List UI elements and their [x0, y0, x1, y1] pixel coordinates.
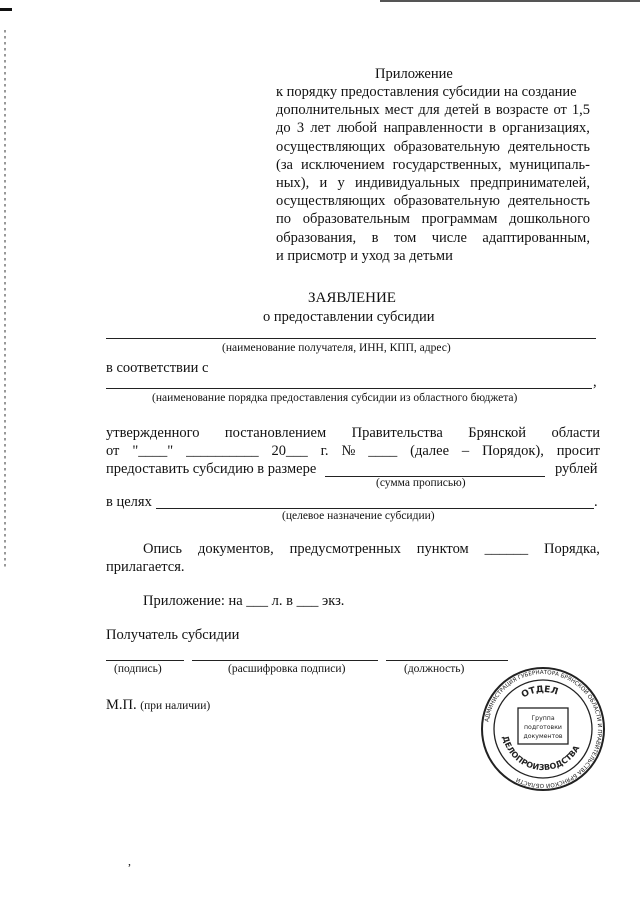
- appendix-title: Приложение: [375, 66, 453, 82]
- appendix-word: возрасте: [495, 102, 549, 119]
- appendix-word: в: [483, 102, 491, 119]
- date-number-word: 20___: [271, 443, 308, 459]
- order-line-comma: ,: [593, 374, 597, 390]
- appendix-line: [276, 139, 590, 156]
- decode-hint: (расшифровка подписи): [228, 663, 346, 675]
- date-number-word: №: [341, 443, 356, 459]
- attachment-line: Приложение: на ___ л. в ___ экз.: [143, 593, 345, 609]
- date-number-word: (далее: [410, 443, 450, 459]
- appendix-word: числе: [431, 229, 467, 246]
- appendix-word: адаптированным,: [482, 229, 590, 246]
- appendix-word: деятельность: [508, 138, 590, 155]
- appendix-line: [276, 157, 590, 174]
- appendix-line: [276, 230, 590, 247]
- appendix-line: и присмотр и уход за детьми: [276, 247, 453, 264]
- appendix-word: у: [337, 175, 345, 191]
- date-number-word: __________: [186, 443, 259, 459]
- appendix-word: образовательную: [393, 138, 500, 155]
- position-input-line[interactable]: [386, 660, 508, 661]
- recipient-hint: (наименование получателя, ИНН, КПП, адрес): [222, 342, 451, 354]
- inventory-word: ______: [484, 541, 529, 557]
- purpose-hint: (целевое назначение субсидии): [282, 510, 435, 522]
- svg-text:АДМИНИСТРАЦИЯ ГУБЕРНАТОРА БРЯН: АДМИНИСТРАЦИЯ ГУБЕРНАТОРА БРЯНСКОЙ ОБЛАСТИ И ПРАВИТЕЛЬСТВА БРЯНСКОЙ ОБЛАСТИ: [484, 669, 603, 789]
- appendix-word: лет: [310, 120, 331, 137]
- date-number-word: –: [461, 443, 470, 459]
- inventory-continuation: прилагается.: [106, 559, 185, 575]
- approved-word: Правительства: [351, 425, 443, 441]
- appendix-word: индивидуальных: [354, 175, 460, 191]
- appendix-line: [276, 120, 590, 137]
- date-number-word: просит: [556, 443, 600, 459]
- document-subtitle: о предоставлении субсидии: [263, 309, 435, 325]
- approved-word: постановлением: [224, 425, 327, 441]
- appendix-word: детей: [444, 102, 479, 119]
- appendix-word: мест: [384, 102, 414, 119]
- scan-line-top: [380, 0, 640, 2]
- scan-speck: ,: [128, 854, 131, 868]
- svg-text:ОТДЕЛ: ОТДЕЛ: [519, 684, 560, 701]
- appendix-word: и: [319, 175, 328, 191]
- inventory-word: Порядка,: [544, 541, 600, 557]
- scan-edge-dots: [4, 30, 6, 570]
- appendix-word: организациях,: [502, 120, 590, 137]
- appendix-line: [276, 175, 590, 192]
- appendix-word: от: [553, 102, 567, 119]
- inventory-word: предусмотренных: [289, 541, 401, 557]
- svg-text:Группаподготовкидокументов: Группа подготовки документов: [523, 715, 563, 740]
- according-label: в соответствии с: [106, 360, 209, 376]
- appendix-line: [276, 193, 590, 210]
- appendix-word: том: [393, 229, 417, 246]
- date-number-line: [106, 443, 600, 460]
- amount-currency: рублей: [555, 461, 598, 477]
- recipient-input-line[interactable]: [106, 338, 596, 339]
- date-number-word: от: [106, 443, 120, 459]
- signature-input-line[interactable]: [106, 660, 184, 661]
- seal-note: (при наличии): [140, 700, 211, 712]
- appendix-word: дошкольного: [509, 211, 590, 228]
- appendix-word: исключением: [300, 156, 385, 173]
- order-hint: (наименование порядка предоставления субсидии из областного бюджета): [152, 392, 518, 404]
- recipient-label: Получатель субсидии: [106, 627, 240, 643]
- appendix-line: к порядку предоставления субсидии на создание: [276, 84, 577, 100]
- document-title: ЗАЯВЛЕНИЕ: [308, 290, 396, 306]
- date-number-word: Порядок),: [482, 443, 544, 459]
- appendix-word: предпринимателей,: [470, 175, 590, 191]
- appendix-word: до: [276, 120, 291, 137]
- appendix-word: образования,: [276, 229, 357, 246]
- approved-word: области: [551, 425, 600, 441]
- purpose-label: в целях: [106, 494, 152, 510]
- purpose-period: .: [594, 494, 598, 510]
- appendix-word: 1,5: [571, 102, 590, 119]
- appendix-word: государственных,: [392, 156, 502, 173]
- inventory-word: Опись: [143, 541, 183, 557]
- date-number-word: г.: [320, 443, 329, 459]
- appendix-word: для: [418, 102, 440, 119]
- signature-hint: (подпись): [114, 663, 162, 675]
- amount-label: предоставить субсидию в размере: [106, 461, 317, 477]
- order-input-line[interactable]: [106, 388, 592, 389]
- appendix-word: осуществляющих: [276, 193, 386, 210]
- appendix-word: ных),: [276, 175, 310, 191]
- appendix-word: образовательным: [302, 211, 410, 228]
- date-number-word: "____": [132, 443, 174, 459]
- approved-word: утвержденного: [106, 425, 200, 441]
- office-stamp: [480, 666, 606, 792]
- decode-input-line[interactable]: [192, 660, 378, 661]
- seal-abbreviation: М.П.: [106, 697, 137, 713]
- appendix-line: [276, 102, 590, 119]
- scan-mark-top-left: [0, 8, 12, 11]
- appendix-word: в: [371, 229, 379, 246]
- appendix-word: муниципаль-: [509, 156, 590, 173]
- inventory-word: документов,: [197, 541, 274, 557]
- appendix-word: дополнительных: [276, 102, 380, 119]
- inventory-word: пунктом: [416, 541, 469, 557]
- appendix-word: по: [276, 211, 292, 228]
- position-hint: (должность): [404, 663, 465, 675]
- approved-word: Брянской: [468, 425, 527, 441]
- appendix-line: [276, 211, 590, 228]
- appendix-word: (за: [276, 156, 293, 173]
- seal-label: [106, 697, 210, 714]
- appendix-word: программам: [421, 211, 498, 228]
- date-number-word: ____: [368, 443, 398, 459]
- approved-line: [106, 425, 600, 442]
- appendix-word: в: [489, 120, 497, 137]
- amount-hint: (сумма прописью): [376, 477, 466, 489]
- purpose-input-line[interactable]: [156, 508, 594, 509]
- svg-text:ДЕЛОПРОИЗВОДСТВА: ДЕЛОПРОИЗВОДСТВА: [500, 734, 582, 773]
- appendix-word: осуществляющих: [276, 138, 386, 155]
- appendix-word: 3: [296, 120, 305, 137]
- appendix-word: направленности: [383, 120, 483, 137]
- appendix-word: образовательную: [393, 193, 500, 210]
- appendix-word: деятельность: [508, 193, 590, 210]
- inventory-line: [143, 541, 600, 558]
- appendix-word: любой: [336, 120, 378, 137]
